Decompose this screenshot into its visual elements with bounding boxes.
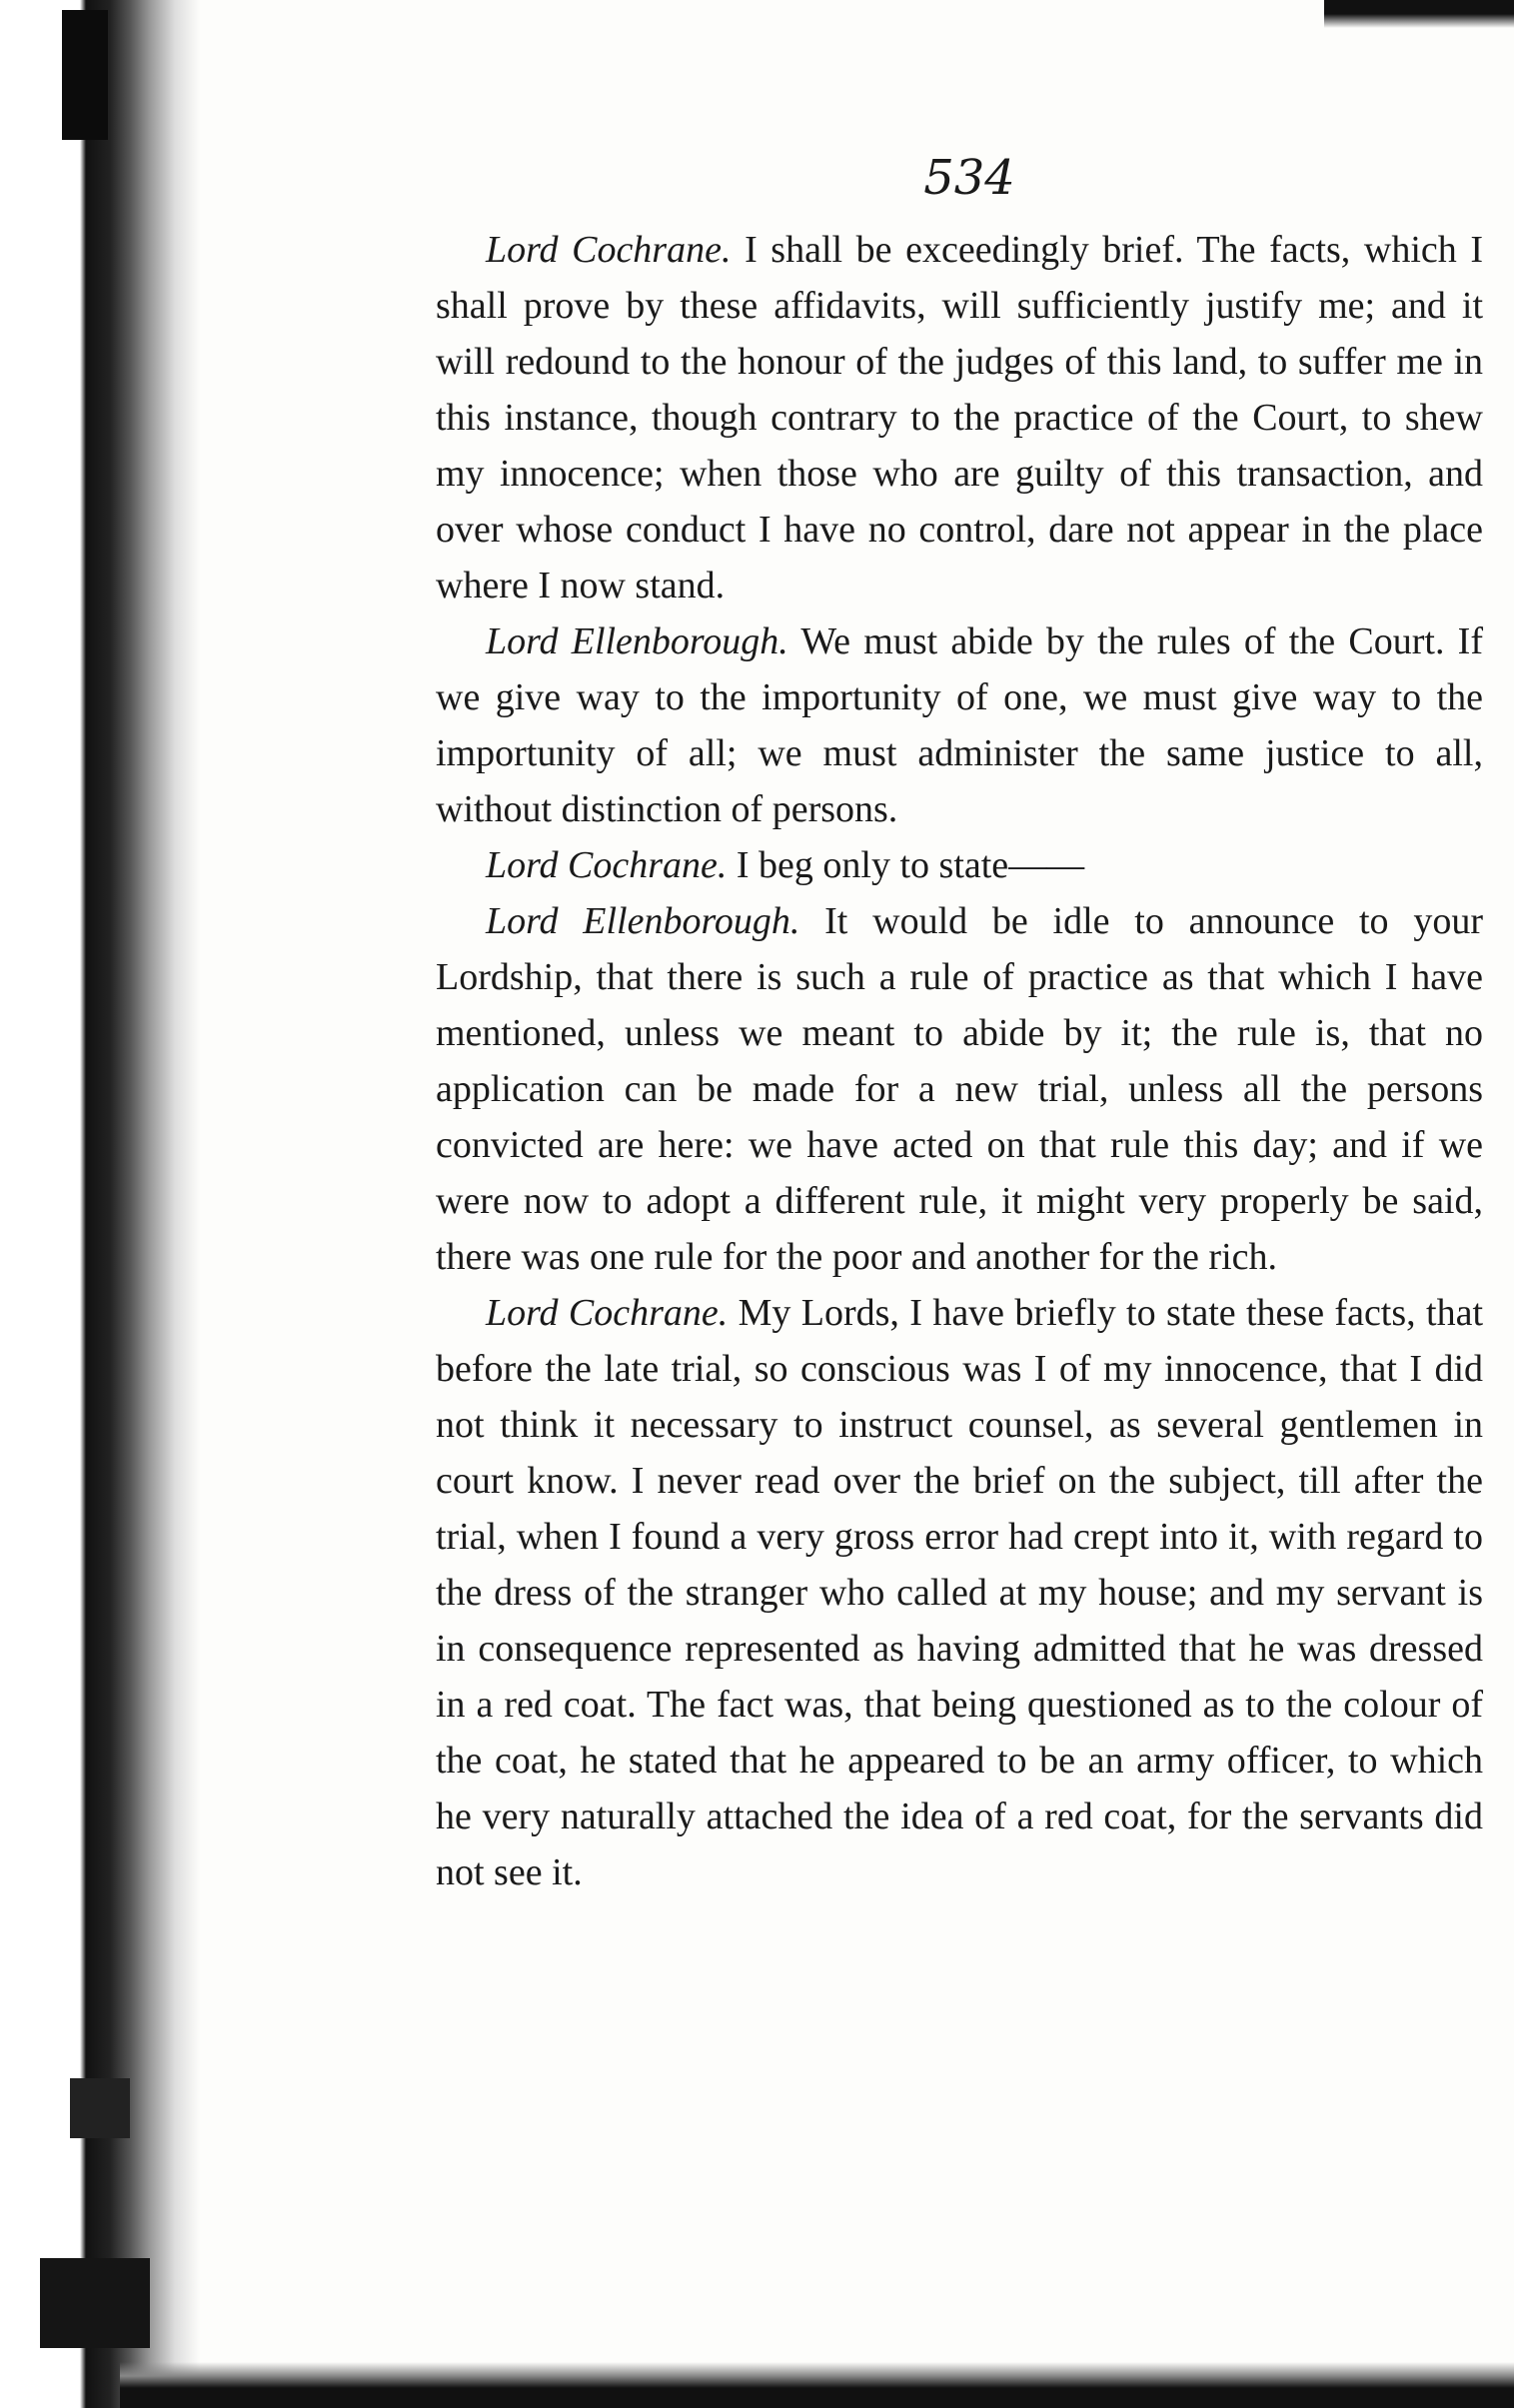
bottom-edge-shadow (120, 2362, 1514, 2408)
paragraph (436, 1285, 1483, 1900)
top-edge-shadow (1324, 0, 1514, 28)
speech-text: My Lords, I have briefly to state these facts, that before the late trial, so conscious was I of my innocence, that I did not think it necessary to instruct counsel, as several gentlemen in court know. I never read over the brief on the subject, till after the trial, when I found a very gross error had crept into it, with regard to the dress of the stranger who called at my house; and my servant is in consequence represented as having admitted that he was dressed in a red coat. The fact was, that being questioned as to the colour of the coat, he stated that he appeared to be an army officer, to which he very naturally attached the idea of a red coat, for the servants did not see it. (436, 1292, 1484, 1893)
binding-mark (40, 2258, 150, 2348)
speech-text: I beg only to state—— (736, 844, 1085, 886)
page-number: 534 (923, 150, 1015, 206)
speaker-name: Lord Cochrane. (486, 844, 728, 886)
speaker-name: Lord Ellenborough. (486, 620, 788, 662)
binding-mark (62, 10, 108, 140)
speech-text: We must abide by the rules of the Court. If we give way to the importunity of one, we must give way to the importunity of all; we must administer the same justice to all, without distinction of persons. (436, 620, 1483, 830)
binding-edge-shadow (0, 0, 200, 2408)
speech-text: It would be idle to announce to your Lordship, that there is such a rule of practice as that which I have mentioned, unless we meant to abide by it; the rule is, that no application can be made for a new trial, unless all the persons convicted are here: we have acted on that rule this day; and if we were now to adopt a different rule, it might very properly be said, there was one rule for the poor and another for the rich. (436, 900, 1483, 1278)
body-text (436, 222, 1483, 1900)
speaker-name: Lord Ellenborough. (486, 900, 800, 942)
paragraph (436, 222, 1483, 613)
paragraph (436, 893, 1483, 1285)
speech-text: I shall be exceedingly brief. The facts, which I shall prove by these affidavits, will sufficiently justify me; and it will redound to the honour of the judges of this land, to suffer me in this instance, though contrary to the practice of the Court, to shew my innocence; when those who are guilty of this transaction, and over whose conduct I have no control, dare not appear in the place where I now stand. (436, 229, 1483, 606)
speaker-name: Lord Cochrane. (486, 229, 732, 271)
paragraph (436, 613, 1483, 837)
speaker-name: Lord Cochrane. (486, 1292, 729, 1334)
binding-mark (70, 2078, 130, 2138)
paragraph (436, 837, 1483, 893)
